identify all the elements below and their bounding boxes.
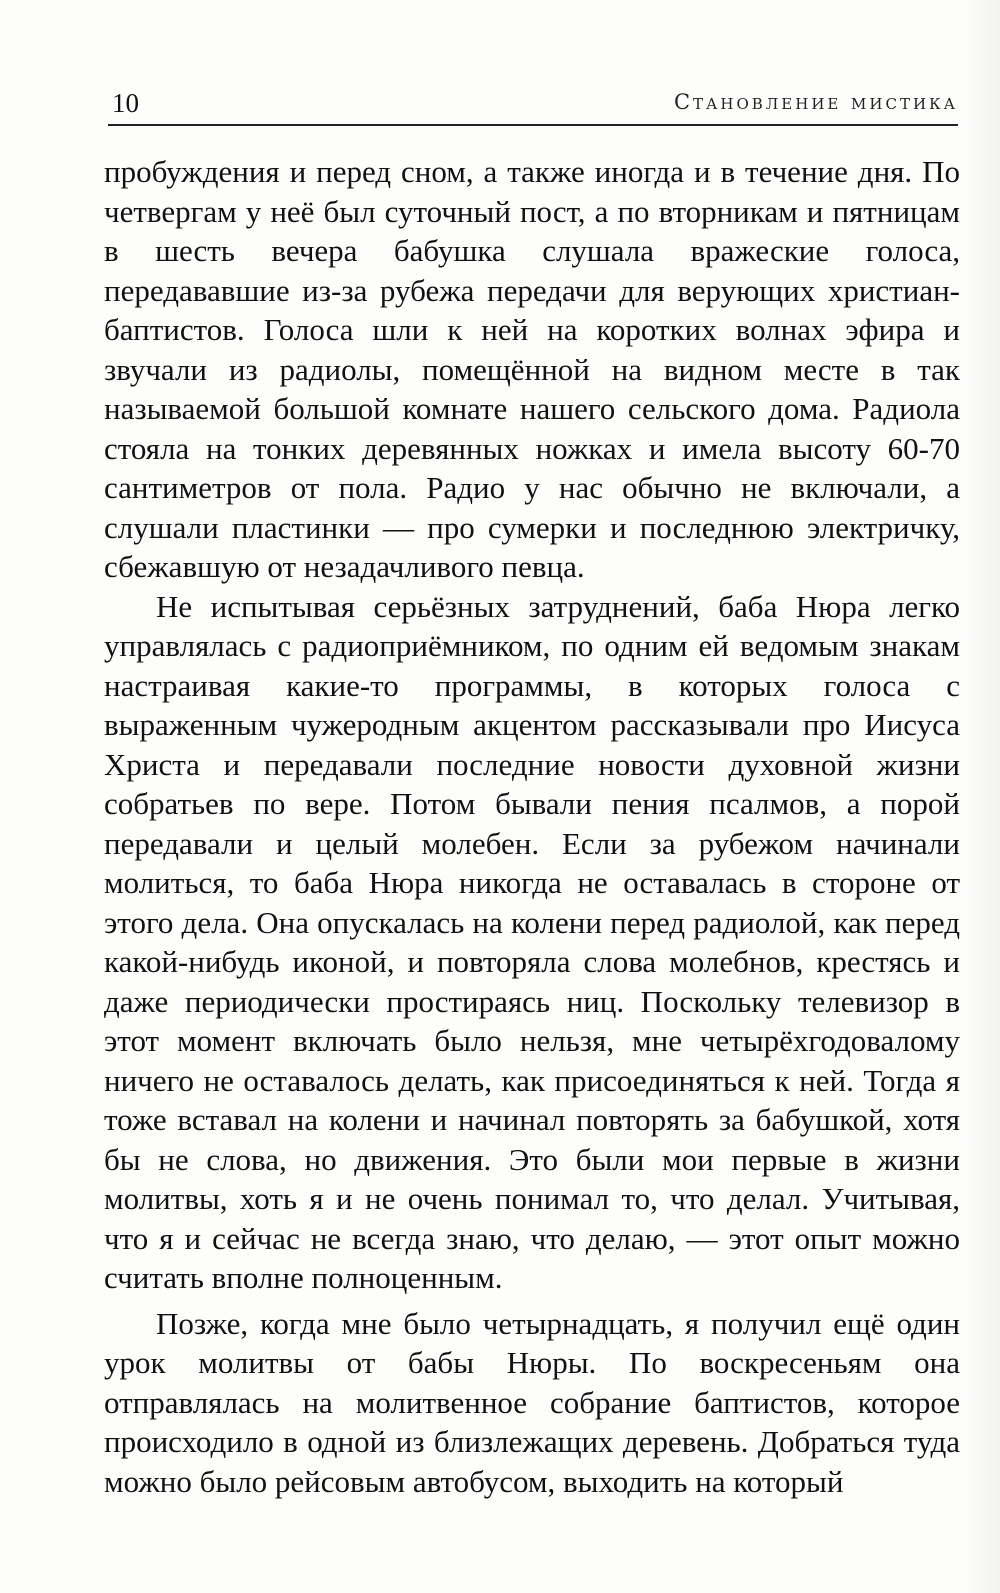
running-head: Становление мистика [673, 90, 958, 114]
paragraph: Позже, когда мне было четырнадцать, я получил ещё один урок молитвы от бабы Нюры. По воскресеньям она отправлялась на молитвенное собрание баптистов, которое происходило в одной из близлежащих деревень. Добраться туда можно было рейсовым автобусом, выходить на который [104, 1305, 960, 1499]
page-number: 10 [112, 88, 139, 118]
page-edge-shadow [962, 0, 1000, 1593]
paragraph: Не испытывая серьёзных затруднений, баба Нюра легко управлялась с радиоприёмником, по одним ей ведомым знакам настраивая какие-то программы, в которых голоса с выраженным чужеродным акцентом рассказывали про Иисуса Христа и передавали последние новости духовной жизни собратьев по вере. Потом бывали пения псалмов, а порой передавали и целый молебен. Если за рубежом начинали молиться, то баба Нюра никогда не оставалась в стороне от этого дела. Она опускалась на колени перед радиолой, как перед какой-нибудь иконой, и повторяла слова молебнов, крестясь и даже периодически простираясь ниц. Поскольку телевизор в этот момент включать было нельзя, мне четырёхгодовалому ничего не оставалось делать, как присоединяться к ней. Тогда я тоже вставал на колени и начинал повторять за бабушкой, хотя бы не слова, но движения. Это были мои первые в жизни молитвы, хоть я и не очень понимал то, что делал. Учитывая, что я и сейчас не всегда знаю, что делаю, — этот опыт можно считать вполне полноценным. [104, 588, 960, 1295]
body-text [104, 152, 960, 1501]
paragraph-continued: пробуждения и перед сном, а также иногда и в течение дня. По четвергам у неё был суточный пост, а по вторникам и пятницам в шесть вечера бабушка слушала вражеские голоса, передававшие из-за рубежа передачи для верующих христиан-баптистов. Голоса шли к ней на коротких волнах эфира и звучали из радиолы, помещённой на видном месте в так называемой большой комнате нашего сельского дома. Радиола стояла на тонких деревянных ножках и имела высоту 60-70 сантиметров от пола. Радио у нас обычно не включали, а слушали пластинки — про сумерки и последнюю электричку, сбежавшую от незадачливого певца. [104, 154, 960, 584]
page-header [108, 88, 958, 126]
